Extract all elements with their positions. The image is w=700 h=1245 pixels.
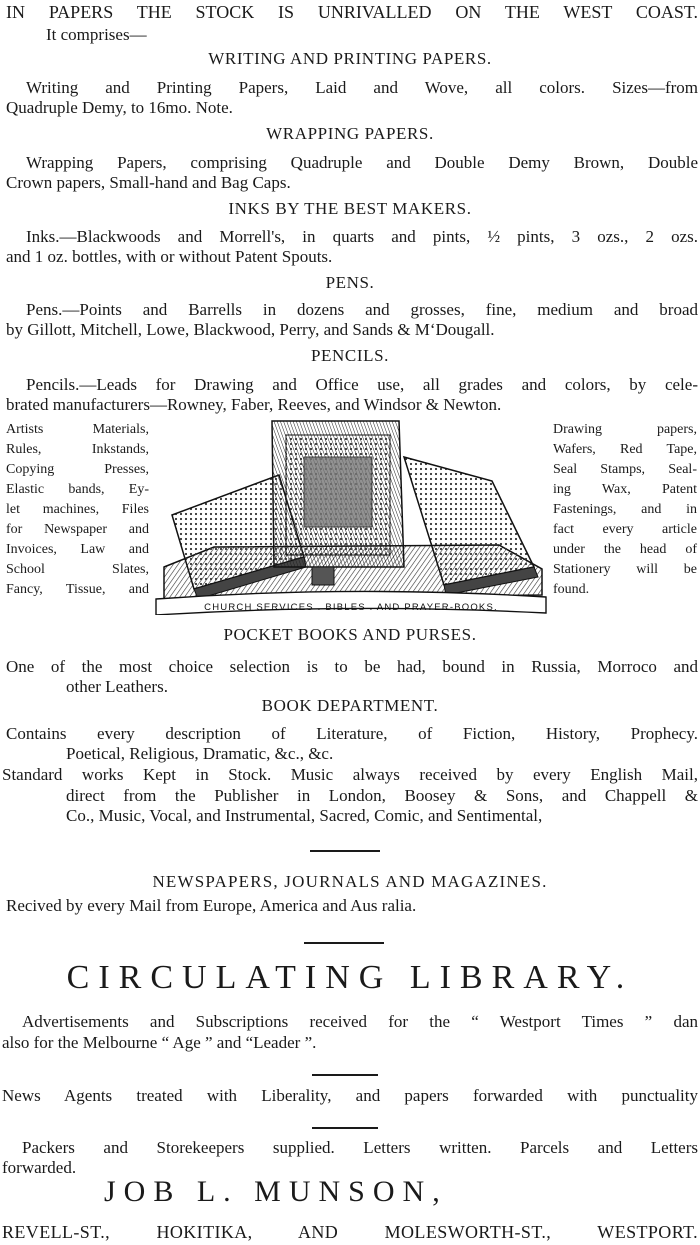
left-column <box>6 420 149 600</box>
divider <box>304 942 384 944</box>
writing-line-2: Quadruple Demy, to 16mo. Note. <box>6 98 233 117</box>
pens-line-1: Pens.—Points and Barrells in dozens and grosses, fine, medium and broad <box>26 300 698 319</box>
divider <box>312 1074 378 1076</box>
packers-line-1: Packers and Storekeepers supplied. Letters written. Parcels and Letters <box>22 1138 698 1157</box>
pocket-books-heading: POCKET BOOKS AND PURSES. <box>223 625 477 644</box>
pencils-heading: PENCILS. <box>310 346 389 365</box>
right-column-line: Wafers, Red Tape, <box>553 442 697 457</box>
library-heading: CIRCULATING LIBRARY. <box>66 959 634 996</box>
wrapping-heading: WRAPPING PAPERS. <box>266 124 434 143</box>
right-column-line: ing Wax, Patent <box>553 482 697 497</box>
right-column-line: fact every article <box>553 522 697 537</box>
left-column-line: Invoices, Law and <box>6 542 149 557</box>
newspapers-heading: NEWSPAPERS, JOURNALS AND MAGAZINES. <box>152 872 548 891</box>
library-line-1: Advertisements and Subscriptions received for the “ Westport Times ” dan <box>22 1012 698 1031</box>
left-column-line: School Slates, <box>6 562 149 577</box>
pocket-books-line-2: other Leathers. <box>66 677 168 696</box>
book-department-line-3: Standard works Kept in Stock. Music always received by every English Mail, <box>2 765 698 784</box>
left-column-line: Elastic bands, Ey- <box>6 482 149 497</box>
inks-line-1: Inks.—Blackwoods and Morrell's, in quarts and pints, ½ pints, 3 ozs., 2 ozs. <box>26 227 698 246</box>
packers-line-2: forwarded. <box>2 1158 77 1177</box>
right-column-line: Drawing papers, <box>553 422 697 437</box>
library-line-2: also for the Melbourne “ Age ” and “Leader ”. <box>2 1033 317 1052</box>
center-book-inset <box>304 457 372 527</box>
stationery-illustration <box>154 417 549 615</box>
banner-text: CHURCH SERVICES . BIBLES . AND PRAYER-BOOKS. <box>204 602 498 613</box>
right-column-line: found. <box>553 582 590 597</box>
address-line: REVELL-ST., HOKITIKA, AND MOLESWORTH-ST., WESTPORT. <box>2 1222 698 1242</box>
right-column <box>553 420 697 600</box>
writing-heading: WRITING AND PRINTING PAPERS. <box>208 49 492 68</box>
inks-line-2: and 1 oz. bottles, with or without Patent Spouts. <box>6 247 333 266</box>
right-column-line: Seal Stamps, Seal- <box>553 462 697 477</box>
news-agents-line: News Agents treated with Liberality, and papers forwarded with punctuality <box>2 1086 698 1105</box>
pens-heading: PENS. <box>325 273 375 292</box>
left-column-line: Copying Presses, <box>6 462 149 477</box>
book-department-heading: BOOK DEPARTMENT. <box>261 696 439 715</box>
left-column-line: for Newspaper and <box>6 522 149 537</box>
divider <box>310 850 380 852</box>
left-column-line: Artists Materials, <box>6 422 149 437</box>
book-department-line-2: Poetical, Religious, Dramatic, &c., &c. <box>66 744 334 763</box>
divider <box>312 1127 378 1129</box>
pens-line-2: by Gillott, Mitchell, Lowe, Blackwood, Perry, and Sands & M‘Dougall. <box>6 320 495 339</box>
pencils-line-1: Pencils.—Leads for Drawing and Office use, all grades and colors, by cele- <box>26 375 698 394</box>
book-department-line-1: Contains every description of Literature, of Fiction, History, Prophecy. <box>6 724 698 743</box>
book-department-line-5: Co., Music, Vocal, and Instrumental, Sacred, Comic, and Sentimental, <box>66 806 543 825</box>
inkstand-shape <box>312 567 334 585</box>
inks-heading: INKS BY THE BEST MAKERS. <box>228 199 472 218</box>
right-column-line: under the head of <box>553 542 697 557</box>
book-department-line-4: direct from the Publisher in London, Boosey & Sons, and Chappell & <box>66 786 698 805</box>
wrapping-line-1: Wrapping Papers, comprising Quadruple and Double Demy Brown, Double <box>26 153 698 172</box>
newspapers-line: Recived by every Mail from Europe, America and Aus ralia. <box>6 896 417 915</box>
left-column-line: let machines, Files <box>6 502 149 517</box>
right-column-line: Stationery will be <box>553 562 697 577</box>
left-column-line: Rules, Inkstands, <box>6 442 149 457</box>
left-column-line: Fancy, Tissue, and <box>6 582 149 597</box>
pencils-line-2: brated manufacturers—Rowney, Faber, Reeves, and Windsor & Newton. <box>6 395 502 414</box>
header-line: IN PAPERS THE STOCK IS UNRIVALLED ON THE WEST COAST. <box>6 2 698 22</box>
wrapping-line-2: Crown papers, Small-hand and Bag Caps. <box>6 173 291 192</box>
pocket-books-line-1: One of the most choice selection is to be had, bound in Russia, Morroco and <box>6 657 698 676</box>
right-column-line: Fastenings, and in <box>553 502 697 517</box>
writing-line-1: Writing and Printing Papers, Laid and Wove, all colors. Sizes—from <box>26 78 698 97</box>
intro-line: It comprises— <box>46 25 147 44</box>
proprietor-name: JOB L. MUNSON, <box>104 1175 448 1208</box>
